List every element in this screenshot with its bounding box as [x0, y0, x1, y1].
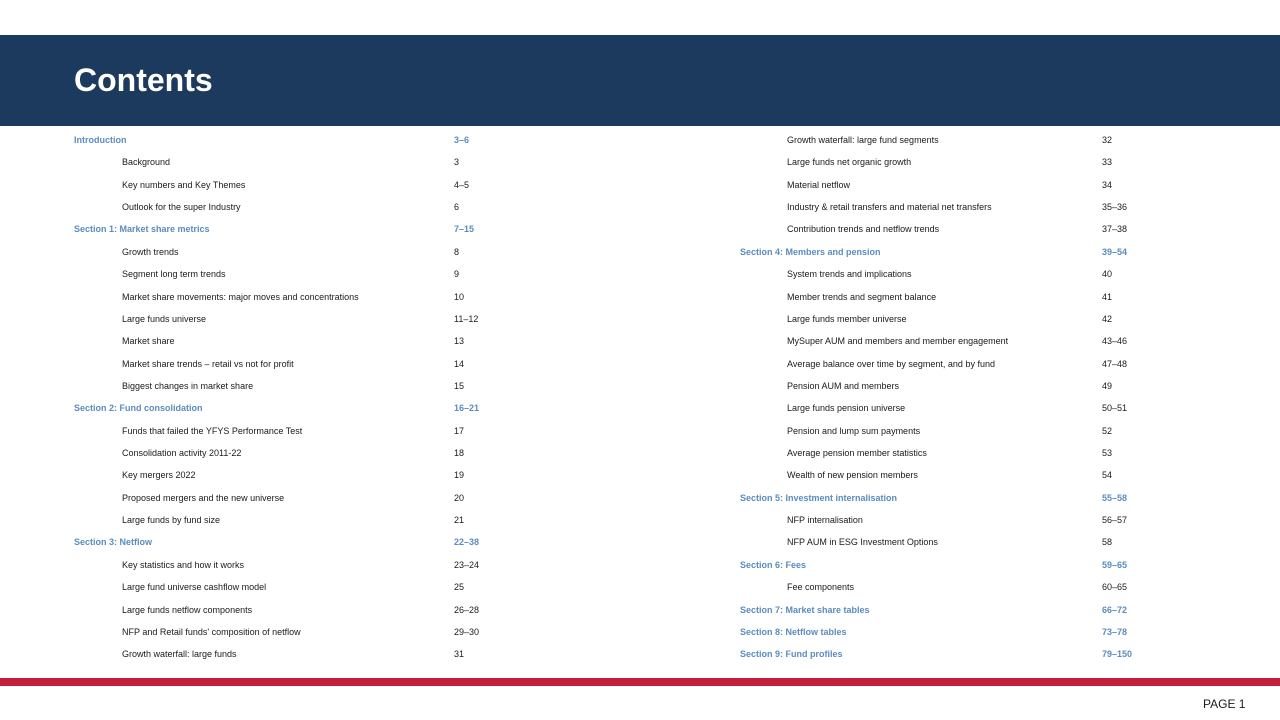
toc-item-row[interactable]: [74, 309, 674, 331]
toc-page-range: 14: [454, 358, 465, 369]
toc-item-label: NFP AUM in ESG Investment Options: [787, 537, 938, 548]
toc-page-range: 26–28: [454, 604, 480, 615]
toc-item-label: Funds that failed the YFYS Performance Test: [122, 425, 303, 436]
toc-page-range: 10: [454, 291, 465, 302]
toc-page-range: 15: [454, 380, 465, 391]
toc-item-label: Market share trends – retail vs not for profit: [122, 358, 294, 369]
toc-item-row[interactable]: [74, 600, 674, 622]
toc-item-label: Key statistics and how it works: [122, 559, 245, 570]
toc-item-label: Segment long term trends: [122, 269, 226, 280]
toc-item-label: Key numbers and Key Themes: [122, 179, 246, 190]
toc-item-row[interactable]: [740, 577, 1240, 599]
toc-item-row[interactable]: [740, 219, 1240, 241]
toc-page-range: 34: [1102, 179, 1113, 190]
toc-item-row[interactable]: [74, 421, 674, 443]
toc-page-range: 6: [454, 202, 460, 213]
toc-section-label: Section 4: Members and pension: [740, 246, 881, 257]
toc-item-label: Biggest changes in market share: [122, 380, 254, 391]
toc-item-row[interactable]: [74, 264, 674, 286]
toc-item-label: Growth trends: [122, 246, 179, 257]
toc-page-range: 35–36: [1102, 202, 1128, 213]
toc-section-label: Section 6: Fees: [740, 559, 807, 570]
toc-item-label: Contribution trends and netflow trends: [787, 224, 940, 235]
toc-item-label: Member trends and segment balance: [787, 291, 937, 302]
toc-item-row[interactable]: [740, 532, 1240, 554]
toc-item-row[interactable]: [740, 421, 1240, 443]
footer-bar: [0, 678, 1280, 686]
toc-page-range: 21: [454, 515, 465, 526]
toc-page-range: 42: [1102, 313, 1113, 324]
toc-section-row[interactable]: [740, 555, 1240, 577]
toc-page-range: 7–15: [454, 224, 475, 235]
toc-item-label: NFP internalisation: [787, 515, 863, 526]
toc-item-label: Growth waterfall: large fund segments: [787, 135, 939, 145]
toc-page-range: 20: [454, 492, 465, 503]
toc-item-label: NFP and Retail funds' composition of netflow: [122, 626, 301, 637]
toc-item-label: Proposed mergers and the new universe: [122, 492, 285, 503]
toc-section-label: Section 8: Netflow tables: [740, 626, 847, 637]
toc-item-row[interactable]: [74, 443, 674, 465]
toc-item-label: Fee components: [787, 582, 855, 593]
contents-left-column: [74, 130, 674, 667]
toc-item-row[interactable]: [74, 152, 674, 174]
toc-item-row[interactable]: [74, 644, 674, 666]
toc-page-range: 25: [454, 582, 465, 593]
toc-item-label: Outlook for the super Industry: [122, 202, 241, 213]
toc-item-label: Market share movements: major moves and concentrations: [122, 291, 359, 302]
toc-item-label: Consolidation activity 2011-22: [122, 448, 242, 459]
toc-item-label: Large funds by fund size: [122, 515, 221, 526]
toc-page-range: 66–72: [1102, 604, 1128, 615]
toc-page-range: 16–21: [454, 403, 480, 414]
toc-item-row[interactable]: [740, 197, 1240, 219]
toc-item-label: Wealth of new pension members: [787, 470, 918, 481]
toc-section-row[interactable]: [740, 622, 1240, 644]
toc-section-label: Introduction: [74, 135, 127, 145]
toc-page-range: 58: [1102, 537, 1113, 548]
toc-item-row[interactable]: [74, 510, 674, 532]
toc-item-row[interactable]: [740, 130, 1240, 152]
toc-section-row[interactable]: [740, 242, 1240, 264]
toc-item-label: Large funds pension universe: [787, 403, 906, 414]
toc-section-label: Section 9: Fund profiles: [740, 649, 843, 660]
toc-item-label: Growth waterfall: large funds: [122, 649, 237, 660]
toc-page-range: 22–38: [454, 537, 480, 548]
toc-item-row[interactable]: [74, 465, 674, 487]
toc-section-label: Section 1: Market share metrics: [74, 224, 210, 235]
toc-page-range: 31: [454, 649, 465, 660]
toc-item-label: Key mergers 2022: [122, 470, 196, 481]
toc-section-row[interactable]: [74, 532, 674, 554]
toc-item-row[interactable]: [74, 622, 674, 644]
toc-item-label: Pension and lump sum payments: [787, 425, 921, 436]
toc-item-label: System trends and implications: [787, 269, 912, 280]
toc-page-range: 73–78: [1102, 626, 1128, 637]
toc-item-label: Large funds net organic growth: [787, 157, 912, 168]
toc-item-label: Large funds universe: [122, 313, 207, 324]
toc-page-range: 47–48: [1102, 358, 1128, 369]
toc-item-row[interactable]: [74, 354, 674, 376]
toc-page-range: 13: [454, 336, 465, 347]
toc-item-row[interactable]: [74, 555, 674, 577]
toc-page-range: 29–30: [454, 626, 480, 637]
toc-page-range: 33: [1102, 157, 1113, 168]
toc-item-label: Large funds netflow components: [122, 604, 253, 615]
toc-page-range: 53: [1102, 448, 1113, 459]
toc-item-row[interactable]: [74, 287, 674, 309]
page-title: Contents: [74, 62, 213, 98]
toc-page-range: 39–54: [1102, 246, 1128, 257]
toc-item-row[interactable]: [74, 175, 674, 197]
toc-item-row[interactable]: [74, 331, 674, 353]
toc-page-range: 17: [454, 425, 465, 436]
toc-section-label: Section 2: Fund consolidation: [74, 403, 203, 414]
toc-section-label: Section 5: Investment internalisation: [740, 492, 898, 503]
toc-page-range: 37–38: [1102, 224, 1128, 235]
toc-item-row[interactable]: [740, 331, 1240, 353]
toc-section-row[interactable]: [74, 219, 674, 241]
toc-page-range: 3–6: [454, 135, 470, 145]
toc-section-row[interactable]: [74, 130, 674, 152]
toc-section-label: Section 7: Market share tables: [740, 604, 870, 615]
toc-item-row[interactable]: [740, 152, 1240, 174]
toc-item-row[interactable]: [74, 242, 674, 264]
toc-item-label: Large funds member universe: [787, 313, 907, 324]
toc-page-range: 11–12: [454, 313, 479, 324]
toc-page-range: 23–24: [454, 559, 480, 570]
toc-item-label: Pension AUM and members: [787, 380, 900, 391]
toc-item-row[interactable]: [740, 398, 1240, 420]
toc-page-range: 60–65: [1102, 582, 1128, 593]
toc-item-row[interactable]: [74, 197, 674, 219]
toc-page-range: 41: [1102, 291, 1113, 302]
toc-item-row[interactable]: [74, 577, 674, 599]
toc-page-range: 19: [454, 470, 465, 481]
toc-section-label: Section 3: Netflow: [74, 537, 153, 548]
toc-item-row[interactable]: [740, 510, 1240, 532]
toc-section-row[interactable]: [740, 488, 1240, 510]
toc-page-range: 50–51: [1102, 403, 1128, 414]
toc-page-range: 55–58: [1102, 492, 1128, 503]
toc-page-range: 3: [454, 157, 460, 168]
toc-item-row[interactable]: [740, 465, 1240, 487]
toc-item-row[interactable]: [740, 175, 1240, 197]
toc-page-range: 59–65: [1102, 559, 1128, 570]
toc-page-range: 32: [1102, 135, 1113, 145]
toc-page-range: 56–57: [1102, 515, 1128, 526]
toc-page-range: 52: [1102, 425, 1113, 436]
toc-item-label: Average pension member statistics: [787, 448, 927, 459]
toc-section-row[interactable]: [740, 600, 1240, 622]
toc-item-label: Industry & retail transfers and material net transfers: [787, 202, 992, 213]
toc-item-row[interactable]: [740, 354, 1240, 376]
toc-item-label: Background: [122, 157, 171, 168]
toc-item-label: Average balance over time by segment, and by fund: [787, 358, 995, 369]
toc-section-row[interactable]: [74, 398, 674, 420]
toc-item-row[interactable]: [740, 264, 1240, 286]
toc-section-row[interactable]: [740, 644, 1240, 666]
toc-page-range: 4–5: [454, 179, 470, 190]
toc-item-row[interactable]: [740, 376, 1240, 398]
page-number: PAGE 1: [1203, 697, 1246, 711]
toc-page-range: 49: [1102, 380, 1113, 391]
toc-page-range: 8: [454, 246, 460, 257]
toc-item-label: Market share: [122, 336, 175, 347]
toc-item-label: MySuper AUM and members and member engagement: [787, 336, 1009, 347]
toc-item-row[interactable]: [74, 376, 674, 398]
toc-item-label: Material netflow: [787, 179, 851, 190]
toc-page-range: 9: [454, 269, 460, 280]
toc-item-row[interactable]: [740, 443, 1240, 465]
toc-item-label: Large fund universe cashflow model: [122, 582, 267, 593]
toc-item-row[interactable]: [740, 309, 1240, 331]
toc-item-row[interactable]: [740, 287, 1240, 309]
toc-page-range: 40: [1102, 269, 1113, 280]
toc-page-range: 54: [1102, 470, 1113, 481]
toc-page-range: 43–46: [1102, 336, 1128, 347]
toc-page-range: 18: [454, 448, 465, 459]
toc-page-range: 79–150: [1102, 649, 1133, 660]
contents-right-column: [740, 130, 1240, 667]
toc-item-row[interactable]: [74, 488, 674, 510]
